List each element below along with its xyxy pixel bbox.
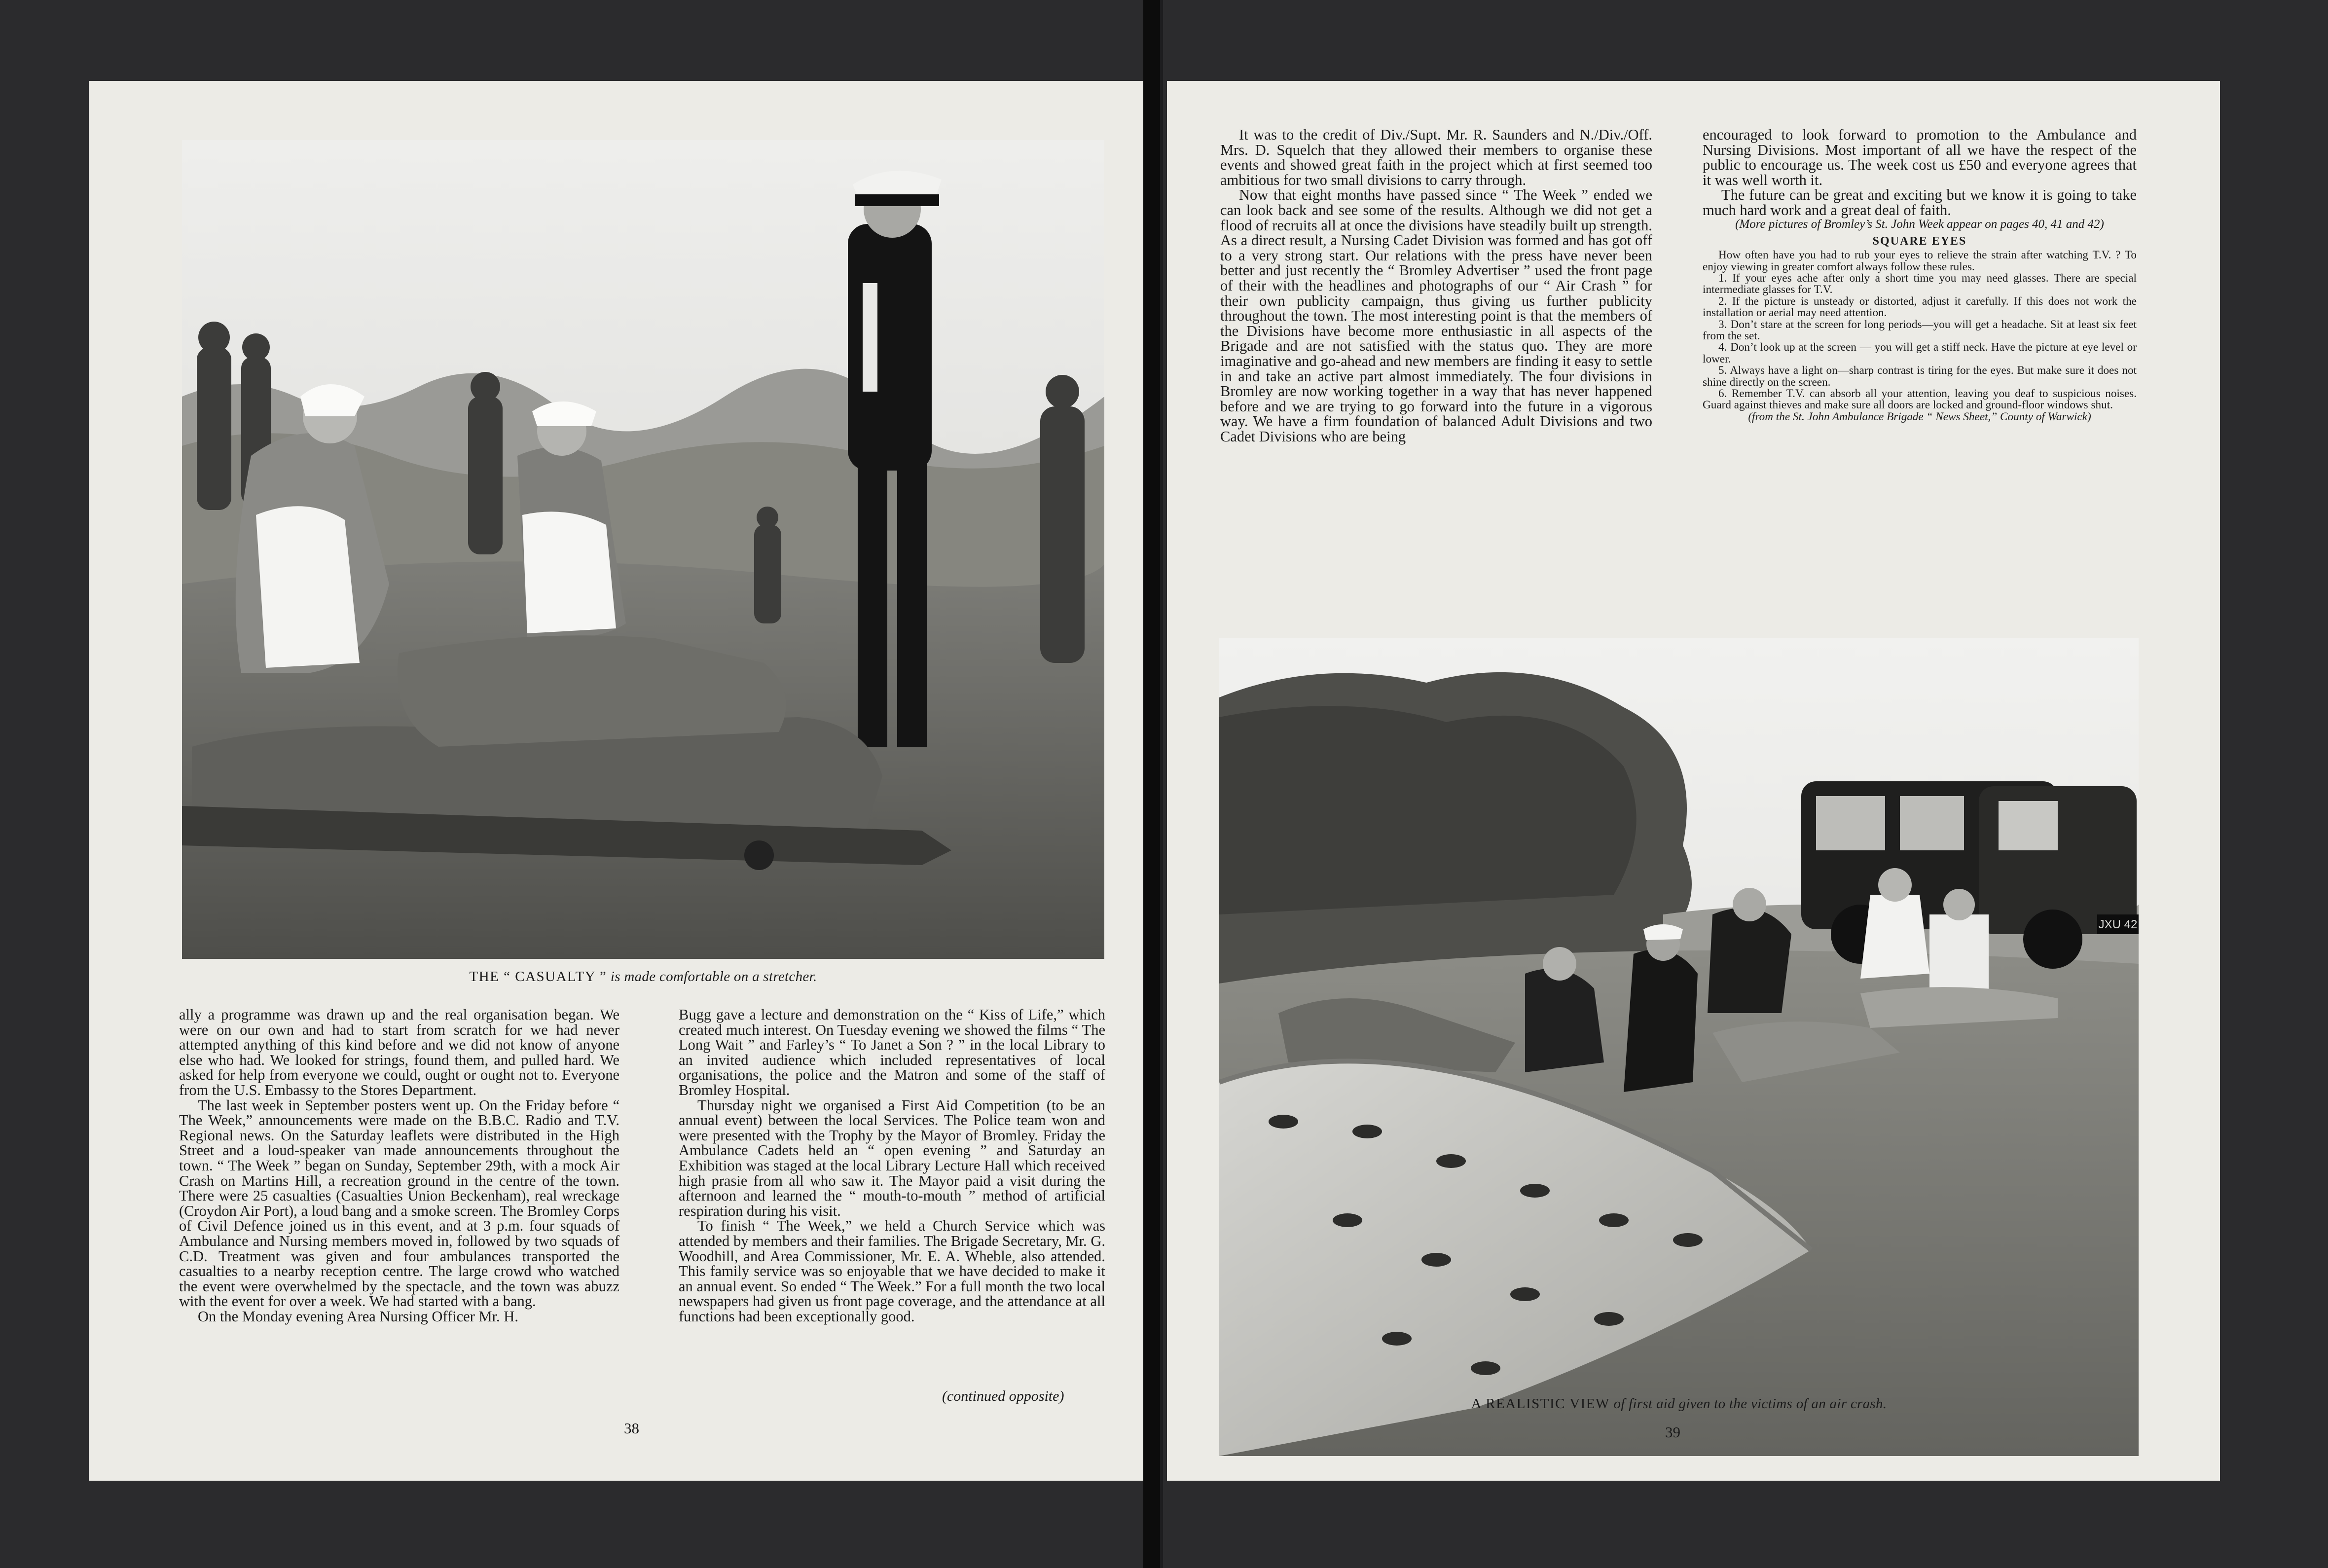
page-number-left: 38: [624, 1420, 639, 1437]
air-crash-caption-line: [1219, 1396, 2139, 1412]
right-page: [1167, 81, 2220, 1481]
right-column-2: [1703, 127, 2137, 423]
paragraph: ally a programme was drawn up and the real organisation began. We were on our own and had to start from scratch for we had never attempted anything of this kind before and we did not know of anyone else who had. We looked for strings, found them, and pulled hard. We asked for help from everyone we could, ought or ought not to. Everyone from the U.S. Embassy to the Stores Department.: [179, 1006, 619, 1098]
spine-edge: [1160, 0, 1163, 1568]
left-column-1: [179, 1007, 619, 1324]
left-page: [89, 81, 1143, 1481]
caption-rest: is made comfortable on a stretcher.: [610, 969, 817, 985]
continued-note: (continued opposite): [942, 1388, 1064, 1404]
casualty-stretcher-photo: [182, 140, 1104, 959]
book-spine: [1143, 0, 1160, 1568]
air-crash-photo: [1219, 638, 2139, 1456]
caption-lead: THE “ CASUALTY ”: [469, 969, 607, 985]
square-eyes-paragraph: 4. Don’t look up at the screen — you will get a stiff neck. Have the picture at eye level or lower.: [1703, 341, 2137, 365]
paragraph: To finish “ The Week,” we held a Church Service which was attended by members and their families. The Brigade Secretary, Mr. G. Woodhill, and Area Commissioner, Mr. E. A. Wheble, also attended. This family service was so enjoyable that we have decided to make it an annual event. So ended “ The Week.” For a full month the two local newspapers had given us front page coverage, and the attendance at all functions had been exceptionally good.: [679, 1217, 1105, 1325]
square-eyes-paragraph: How often have you had to rub your eyes to relieve the strain after watching T.V. ? To enjoy viewing in greater comfort always follow these rules.: [1703, 249, 2137, 273]
ambulance-plate: JXU 42: [2098, 918, 2138, 931]
paragraph: Thursday night we organised a First Aid Competition (to be an annual event) between the local Services. The Police team won and were presented with the Trophy by the Mayor of Bromley. Friday the Ambulance Cadets held an “ open evening ” and Saturday an Exhibition was staged at the local Library Lecture Hall which received high prasie from all who saw it. The Mayor paid a visit during the afternoon and learned the “ mouth-to-mouth ” method of artificial respiration during his visit.: [679, 1096, 1105, 1219]
paragraph: encouraged to look forward to promotion to the Ambulance and Nursing Divisions. Most important of all we have the respect of the public to encourage us. The week cost us £50 and everyone agrees that it was well worth it.: [1703, 126, 2137, 188]
casualty-photo-caption: [182, 969, 1104, 985]
square-eyes-box: [1703, 250, 2137, 423]
caption-lead: A REALISTIC VIEW: [1471, 1396, 1610, 1412]
square-eyes-source: (from the St. John Ambulance Brigade “ News Sheet,” County of Warwick): [1748, 410, 2091, 423]
square-eyes-paragraph: 5. Always have a light on—sharp contrast is tiring for the eyes. But make sure it does not shine directly on the screen.: [1703, 364, 2137, 389]
paragraph: The last week in September posters went up. On the Friday before “ The Week,” announcements were made on the B.B.C. Radio and T.V. Regional news. On the Saturday leaflets were distributed in the High Street and a loud-speaker van made announcements throughout the town. “ The Week ” began on Sunday, September 29th, with a mock Air Crash on Martins Hill, a recreation ground in the centre of the town. There were 25 casualties (Casualties Union Beckenham), real wreckage (Croydon Air Port), a loud bang and a smoke screen. The Bromley Corps of Civil Defence joined us in this event, and at 3 p.m. four squads of Ambulance and Nursing members moved in, followed by two squads of C.D. Treatment was given and four ambulances transported the casualties to a nearby reception centre. The large crowd who watched the event were overwhelmed by the spectacle, and the town was abuzz with the event for over a week. We had started with a bang.: [179, 1096, 619, 1310]
paragraph: Now that eight months have passed since “ The Week ” ended we can look back and see some of the results. Although we did not get a flood of recruits all at once the divisions have steadily built up strength. As a direct result, a Nursing Cadet Division was formed and has got off to a very strong start. Our relations with the press have never been better and just recently the “ Bromley Advertiser ” used the front page of their with the headlines and photographs of our “ Air Crash ” for their own publicity campaign, thus giving us further publicity throughout the town. The most interesting point is that the members of the Divisions have become more enthusiastic in all aspects of the Brigade and are not satisfied with the status quo. They are more imaginative and go-ahead and new members are finding it easy to settle in and take an active part almost immediately. The four divisions in Bromley are now working together in a way that has never happened before and we are trying to go forward into the future in a vigorous way. We have a firm foundation of balanced Adult Divisions and two Cadet Divisions who are being: [1220, 186, 1652, 445]
page-number-right: 39: [1665, 1423, 1680, 1441]
paragraph: On the Monday evening Area Nursing Officer Mr. H.: [198, 1308, 518, 1325]
square-eyes-paragraph: 2. If the picture is unsteady or distorted, adjust it carefully. If this does not work the installation or aerial may need attention.: [1703, 294, 2137, 320]
right-column-1: [1220, 127, 1652, 444]
paragraph: It was to the credit of Div./Supt. Mr. R. Saunders and N./Div./Off. Mrs. D. Squelch that they allowed their members to organise these events and showed great faith in the project which at first seemed too ambitious for two small divisions to carry through.: [1220, 126, 1652, 188]
square-eyes-heading: SQUARE EYES: [1872, 234, 1967, 248]
square-eyes-paragraph: 1. If your eyes ache after only a short time you may need glasses. There are special intermediate glasses for T.V.: [1703, 271, 2137, 296]
air-crash-photo-drawing: [1219, 638, 2139, 1456]
square-eyes-paragraph: 6. Remember T.V. can absorb all your attention, leaving you deaf to suspicious noises. Guard against thieves and make sure all doors are locked and ground-floor windows shut.: [1703, 387, 2137, 412]
more-pictures-note: (More pictures of Bromley’s St. John Week appear on pages 40, 41 and 42): [1735, 217, 2104, 231]
paragraph: The future can be great and exciting but we know it is going to take much hard work and a great deal of faith.: [1703, 186, 2137, 219]
paragraph: Bugg gave a lecture and demonstration on the “ Kiss of Life,” which created much interest. On Tuesday evening we showed the films “ The Long Wait ” and Farley’s “ To Janet a Son ? ” in the local Library to an invited audience which included representatives of local organisations, the police and the Matron and some of the staff of Bromley Hospital.: [679, 1006, 1105, 1098]
square-eyes-paragraph: 3. Don’t stare at the screen for long periods—you will get a headache. Sit at least six feet from the set.: [1703, 318, 2137, 342]
left-column-2: [679, 1007, 1105, 1324]
casualty-photo-drawing: [182, 140, 1104, 959]
caption-rest: of first aid given to the victims of an air crash.: [1613, 1396, 1887, 1412]
